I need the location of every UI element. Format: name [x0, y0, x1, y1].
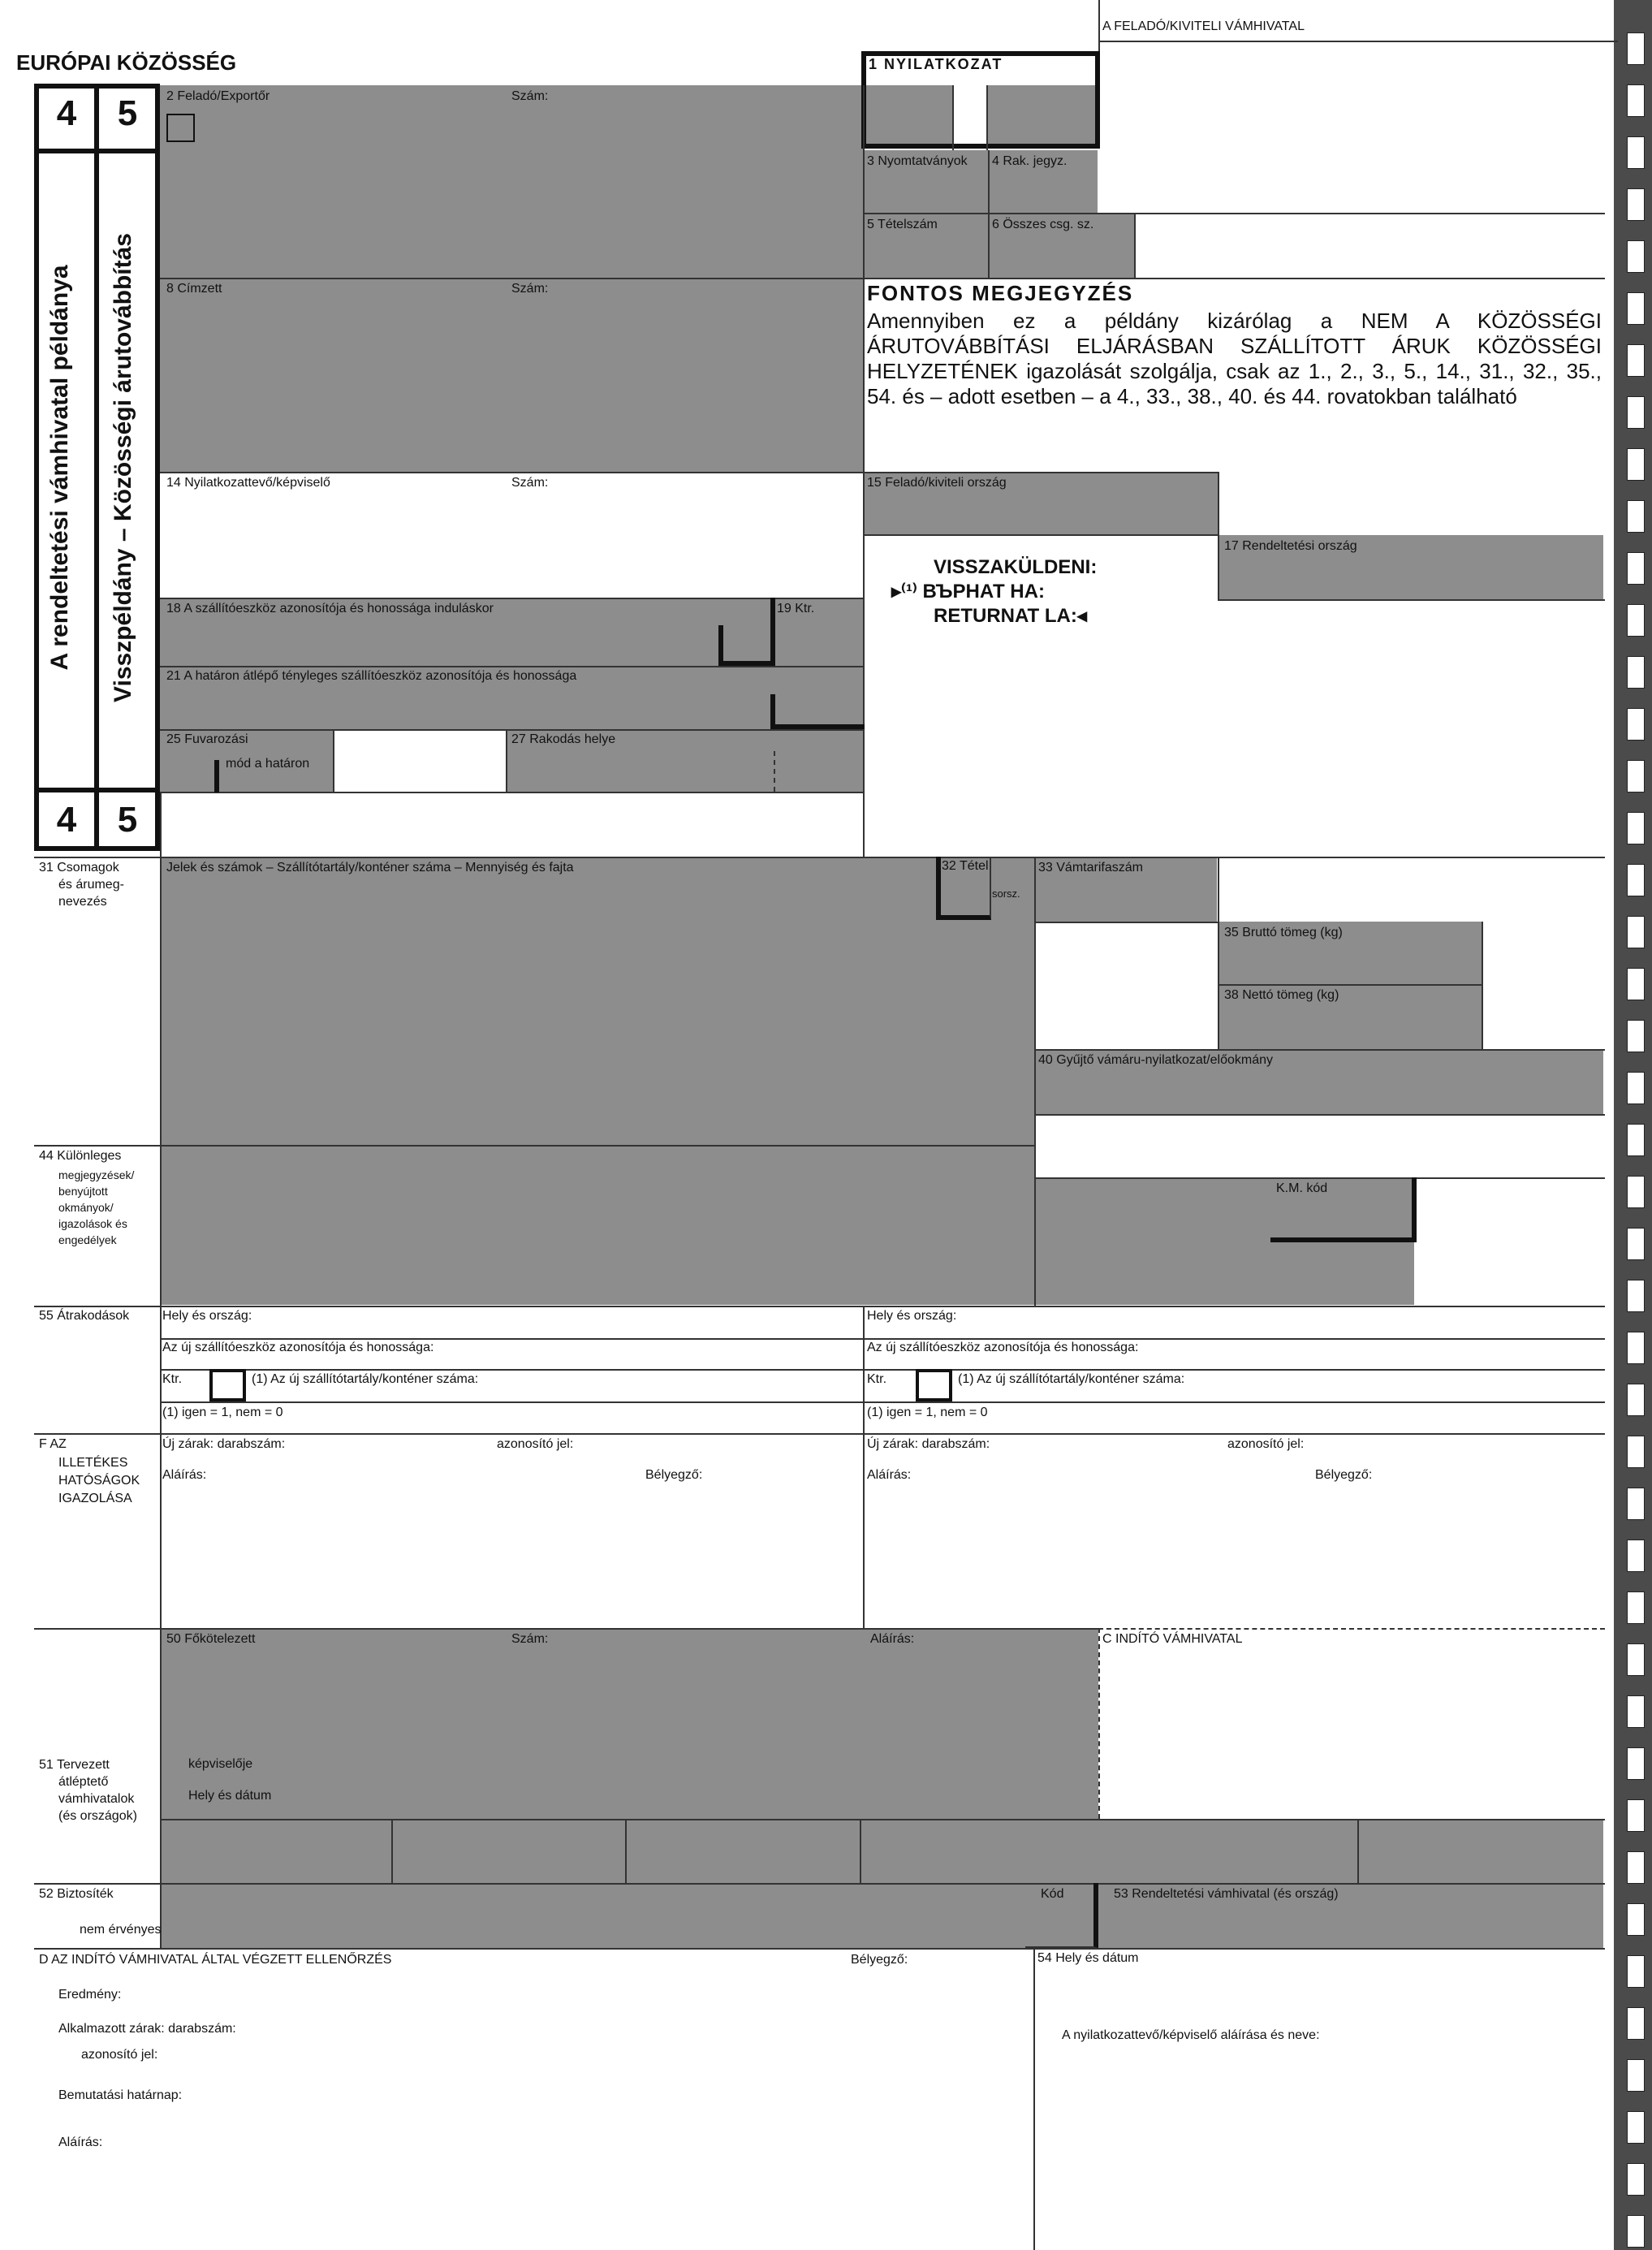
section-d-title: D AZ INDÍTÓ VÁMHIVATAL ÁLTAL VÉGZETT ELLENŐRZÉS: [39, 1953, 392, 1967]
box-2-szam: Szám:: [511, 89, 549, 103]
side-label-return: Visszpéldány – Közösségi árutovábbítás: [110, 233, 136, 702]
perforation-hole: [1627, 916, 1645, 948]
yes-no-right: (1) igen = 1, nem = 0: [867, 1406, 988, 1419]
box-31-main-label: Jelek és számok – Szállítótartály/konténer száma – Mennyiség és fajta: [166, 861, 574, 875]
rule: [160, 792, 162, 1948]
box-52-label: 52 Biztosíték: [39, 1887, 114, 1901]
perforation-hole: [1627, 188, 1645, 221]
box-18-label: 18 A szállítóeszköz azonosítója és honossága induláskor: [166, 602, 494, 615]
rule: [160, 792, 865, 793]
return-line-3: RETURNAT LA:◂: [934, 605, 1087, 627]
perforation-hole: [1627, 1488, 1645, 1520]
return-line-1: VISSZAKÜLDENI:: [934, 556, 1098, 578]
box-19-label: 19 Ktr.: [777, 602, 815, 615]
rule: [160, 729, 865, 731]
perforation-hole: [1627, 1851, 1645, 1884]
perforation-hole: [1627, 448, 1645, 481]
box-15-label: 15 Feladó/kiviteli ország: [867, 476, 1007, 490]
rule: [34, 1306, 1605, 1307]
box-51-label-2: átléptető: [58, 1775, 109, 1789]
box-51-label-3: vámhivatalok: [58, 1792, 135, 1806]
copy-number-4-top: 4: [56, 93, 77, 133]
perforation-hole: [1627, 1384, 1645, 1416]
perforation-hole: [1627, 656, 1645, 689]
perforation-hole: [1627, 344, 1645, 377]
copy-number-4-bottom: 4: [56, 800, 77, 840]
rule: [1482, 922, 1483, 1049]
box-25-label: 25 Fuvarozási: [166, 732, 248, 746]
signature-right: Aláírás:: [867, 1468, 912, 1482]
box-31-label-2: és árumeg-: [58, 878, 124, 892]
perforation-hole: [1627, 1228, 1645, 1260]
box-32-label-2: sorsz.: [992, 887, 1020, 900]
perforation-hole: [1627, 2007, 1645, 2040]
perforation-hole: [1627, 1955, 1645, 1988]
rule: [863, 213, 1605, 214]
dashed-rule: [1098, 1628, 1605, 1630]
time-limit-label: Bemutatási határnap:: [58, 2088, 183, 2102]
rule: [160, 1819, 1605, 1820]
box-50-szam: Szám:: [511, 1632, 549, 1646]
perforation-hole: [1627, 2111, 1645, 2144]
return-line-2: ▸⁽¹⁾ ВЪРНАТ НА:: [891, 581, 1045, 602]
new-seals-left: Új zárak: darabszám:: [162, 1437, 286, 1451]
ktr-box-right: [916, 1369, 952, 1401]
box-32-label: 32 Tétel: [942, 859, 989, 873]
box-50-signature: Aláírás:: [870, 1632, 915, 1646]
perforation-hole: [1627, 1436, 1645, 1468]
box-31-label: 31 Csomagok: [39, 861, 119, 875]
box-35-label: 35 Bruttó tömeg (kg): [1224, 926, 1343, 939]
rule: [1218, 472, 1219, 600]
perforation-hole: [1627, 1643, 1645, 1676]
perforation-hole: [1627, 1124, 1645, 1156]
perforation-hole: [1627, 812, 1645, 844]
box-14-label: 14 Nyilatkozattevő/képviselő: [166, 476, 330, 490]
box-a-label: A FELADÓ/KIVITELI VÁMHIVATAL: [1102, 19, 1305, 33]
km-code-label: K.M. kód: [1276, 1181, 1328, 1195]
box-21-label: 21 A határon átlépő tényleges szállítóeszköz azonosítója és honossága: [166, 669, 577, 683]
section-d-signature: Aláírás:: [58, 2136, 103, 2149]
yes-no-left: (1) igen = 1, nem = 0: [162, 1406, 283, 1419]
perforation-hole: [1627, 84, 1645, 117]
rule: [160, 1401, 1605, 1403]
note-title: FONTOS MEGJEGYZÉS: [867, 281, 1134, 305]
box-3-label: 3 Nyomtatványok: [867, 154, 968, 168]
applied-seals-label: Alkalmazott zárak: darabszám:: [58, 2022, 236, 2036]
perforation-hole: [1627, 1540, 1645, 1572]
box-8-szam: Szám:: [511, 282, 549, 296]
perforation-hole: [1627, 396, 1645, 429]
exporter-checkbox[interactable]: [166, 114, 195, 142]
box-1-label: 1 NYILATKOZAT: [869, 56, 1003, 72]
perforation-hole: [1627, 864, 1645, 896]
box-25-corner: [214, 760, 221, 792]
box-c-label: C INDÍTÓ VÁMHIVATAL: [1102, 1632, 1243, 1646]
copy-number-5-bottom: 5: [117, 800, 138, 840]
box-33-label: 33 Vámtarifaszám: [1038, 861, 1143, 875]
box-8-label: 8 Címzett: [166, 282, 222, 296]
signature-left: Aláírás:: [162, 1468, 207, 1482]
ktr-box-left: [209, 1369, 246, 1401]
box-f-label-4: IGAZOLÁSA: [58, 1492, 132, 1505]
perforation-hole: [1627, 708, 1645, 741]
box-51-label: 51 Tervezett: [39, 1758, 110, 1772]
perforation-hole: [1627, 1799, 1645, 1832]
copy-number-5-top: 5: [117, 93, 138, 133]
rule: [863, 85, 865, 857]
perforation-hole: [1627, 1903, 1645, 1936]
rule: [863, 1306, 865, 1628]
rule: [34, 1883, 1605, 1885]
rule: [34, 1628, 1098, 1630]
box-14-szam: Szám:: [511, 476, 549, 490]
box-44-label-6: engedélyek: [58, 1233, 117, 1246]
box-50-label: 50 Főkötelezett: [166, 1632, 256, 1646]
applied-seal-id-label: azonosító jel:: [81, 2048, 158, 2062]
place-country-left: Hely és ország:: [162, 1309, 252, 1323]
rule: [1218, 599, 1605, 601]
perforation-hole: [1627, 760, 1645, 792]
seal-id-right: azonosító jel:: [1227, 1437, 1305, 1451]
side-label-destination: A rendeltetési vámhivatal példánya: [46, 265, 73, 671]
perforation-hole: [1627, 552, 1645, 585]
perforation-hole: [1627, 2215, 1645, 2248]
box-44-label-3: benyújtott: [58, 1185, 108, 1198]
container-no-right: (1) Az új szállítótartály/konténer száma:: [958, 1372, 1185, 1386]
box-54-label: 54 Hely és dátum: [1037, 1951, 1139, 1965]
perforation-hole: [1627, 500, 1645, 533]
rule: [1034, 1114, 1605, 1116]
stamp-left: Bélyegző:: [645, 1468, 703, 1482]
dashed-rule: [1098, 1628, 1100, 1819]
container-no-left: (1) Az új szállítótartály/konténer száma:: [252, 1372, 479, 1386]
rule: [1134, 213, 1136, 278]
new-seals-right: Új zárak: darabszám:: [867, 1437, 990, 1451]
dashed-rule: [774, 751, 775, 792]
box-25-label-2: mód a határon: [226, 757, 310, 771]
box-5-label: 5 Tételszám: [867, 218, 938, 231]
box-4-label: 4 Rak. jegyz.: [992, 154, 1068, 168]
rule: [160, 472, 1218, 473]
rule: [160, 278, 1605, 279]
perforation-hole: [1627, 1072, 1645, 1104]
ktr-left: Ktr.: [162, 1372, 183, 1386]
perforation-hole: [1627, 1695, 1645, 1728]
rule: [1098, 41, 1618, 42]
box-27-label: 27 Rakodás helye: [511, 732, 616, 746]
rule: [1357, 1819, 1359, 1883]
rule: [160, 666, 865, 667]
rule: [986, 85, 988, 150]
perforation-hole: [1627, 968, 1645, 1000]
perforation-hole: [1627, 292, 1645, 325]
box-44-label-2: megjegyzések/: [58, 1168, 135, 1181]
rule: [160, 598, 865, 599]
box-55-label: 55 Átrakodások: [39, 1309, 130, 1323]
rule: [160, 1369, 1605, 1371]
box-44-label-5: igazolások és: [58, 1217, 127, 1230]
perforation-hole: [1627, 1747, 1645, 1780]
rule: [988, 150, 990, 279]
perforation-hole: [1627, 604, 1645, 637]
perforation-hole: [1627, 240, 1645, 273]
rule: [34, 1433, 1605, 1435]
rule: [160, 1338, 1605, 1340]
rule: [34, 1145, 1034, 1147]
perforation-hole: [1627, 1332, 1645, 1364]
stamp-right: Bélyegző:: [1315, 1468, 1373, 1482]
rule: [1034, 857, 1036, 1306]
rule: [625, 1819, 627, 1883]
perforation-hole: [1627, 1176, 1645, 1208]
rule: [391, 1819, 393, 1883]
perforation-hole: [1627, 1020, 1645, 1052]
box-21-corner: [770, 694, 865, 729]
box-40-label: 40 Gyűjtő vámáru-nyilatkozat/előokmány: [1038, 1053, 1274, 1067]
box-6-label: 6 Összes csg. sz.: [992, 218, 1094, 231]
code-label: Kód: [1041, 1887, 1064, 1901]
box-31-label-3: nevezés: [58, 895, 107, 909]
rule: [952, 85, 954, 150]
rule: [34, 1948, 1605, 1950]
seal-id-left: azonosító jel:: [497, 1437, 574, 1451]
perforation-hole: [1627, 2059, 1645, 2092]
rule: [34, 788, 160, 792]
result-label: Eredmény:: [58, 1988, 122, 2002]
place-date-label: Hely és dátum: [188, 1789, 272, 1803]
representative-label: képviselője: [188, 1757, 253, 1771]
box-17-label: 17 Rendeltetési ország: [1224, 539, 1357, 553]
ktr-right: Ktr.: [867, 1372, 887, 1386]
perforation-hole: [1627, 136, 1645, 169]
box-f-label-3: HATÓSÁGOK: [58, 1474, 140, 1488]
not-valid-label: nem érvényes: [80, 1923, 162, 1937]
perforation-hole: [1627, 1591, 1645, 1624]
rule: [333, 729, 334, 792]
place-country-right: Hely és ország:: [867, 1309, 957, 1323]
rule: [1034, 922, 1218, 923]
section-d-stamp: Bélyegző:: [851, 1953, 908, 1967]
rule: [863, 534, 1218, 536]
new-transport-left: Az új szállítóeszköz azonosítója és honossága:: [162, 1341, 434, 1354]
rule: [34, 857, 1605, 858]
box-f-label: F AZ: [39, 1437, 67, 1451]
new-transport-right: Az új szállítóeszköz azonosítója és honossága:: [867, 1341, 1139, 1354]
rule: [1218, 984, 1482, 986]
box-44-label: 44 Különleges: [39, 1149, 122, 1163]
box-2-label: 2 Feladó/Exportőr: [166, 89, 270, 103]
page-title: EURÓPAI KÖZÖSSÉG: [16, 50, 237, 75]
perforation-hole: [1627, 32, 1645, 65]
rule: [1218, 857, 1219, 1049]
box-54-signature-label: A nyilatkozattevő/képviselő aláírása és neve:: [1062, 2028, 1320, 2042]
perforation-hole: [1627, 2163, 1645, 2196]
box-38-label: 38 Nettó tömeg (kg): [1224, 988, 1339, 1002]
rule: [860, 1819, 861, 1883]
rule: [1034, 1049, 1605, 1051]
perforation-hole: [1627, 1280, 1645, 1312]
note-body: Amennyiben ez a példány kizárólag a NEM A KÖZÖSSÉGI ÁRUTOVÁBBÍTÁSI ELJÁRÁSBAN SZÁLLÍTOTT ÁRUK KÖZÖSSÉGI HELYZETÉNEK igazolását szolgálja, csak az 1., 2., 3., 5., 14., 31., 32., 35., 54. és – adott esetben – a 4., 33., 38., 40. és 44. rovatokban található: [867, 309, 1602, 408]
box-18-corner: [718, 625, 770, 666]
box-f-label-2: ILLETÉKES: [58, 1456, 128, 1470]
box-51-label-4: (és országok): [58, 1809, 137, 1823]
rule: [1033, 1948, 1035, 2250]
rule: [506, 729, 507, 792]
box-53-label: 53 Rendeltetési vámhivatal (és ország): [1114, 1887, 1339, 1901]
box-44-label-4: okmányok/: [58, 1201, 114, 1214]
rule: [94, 84, 99, 851]
